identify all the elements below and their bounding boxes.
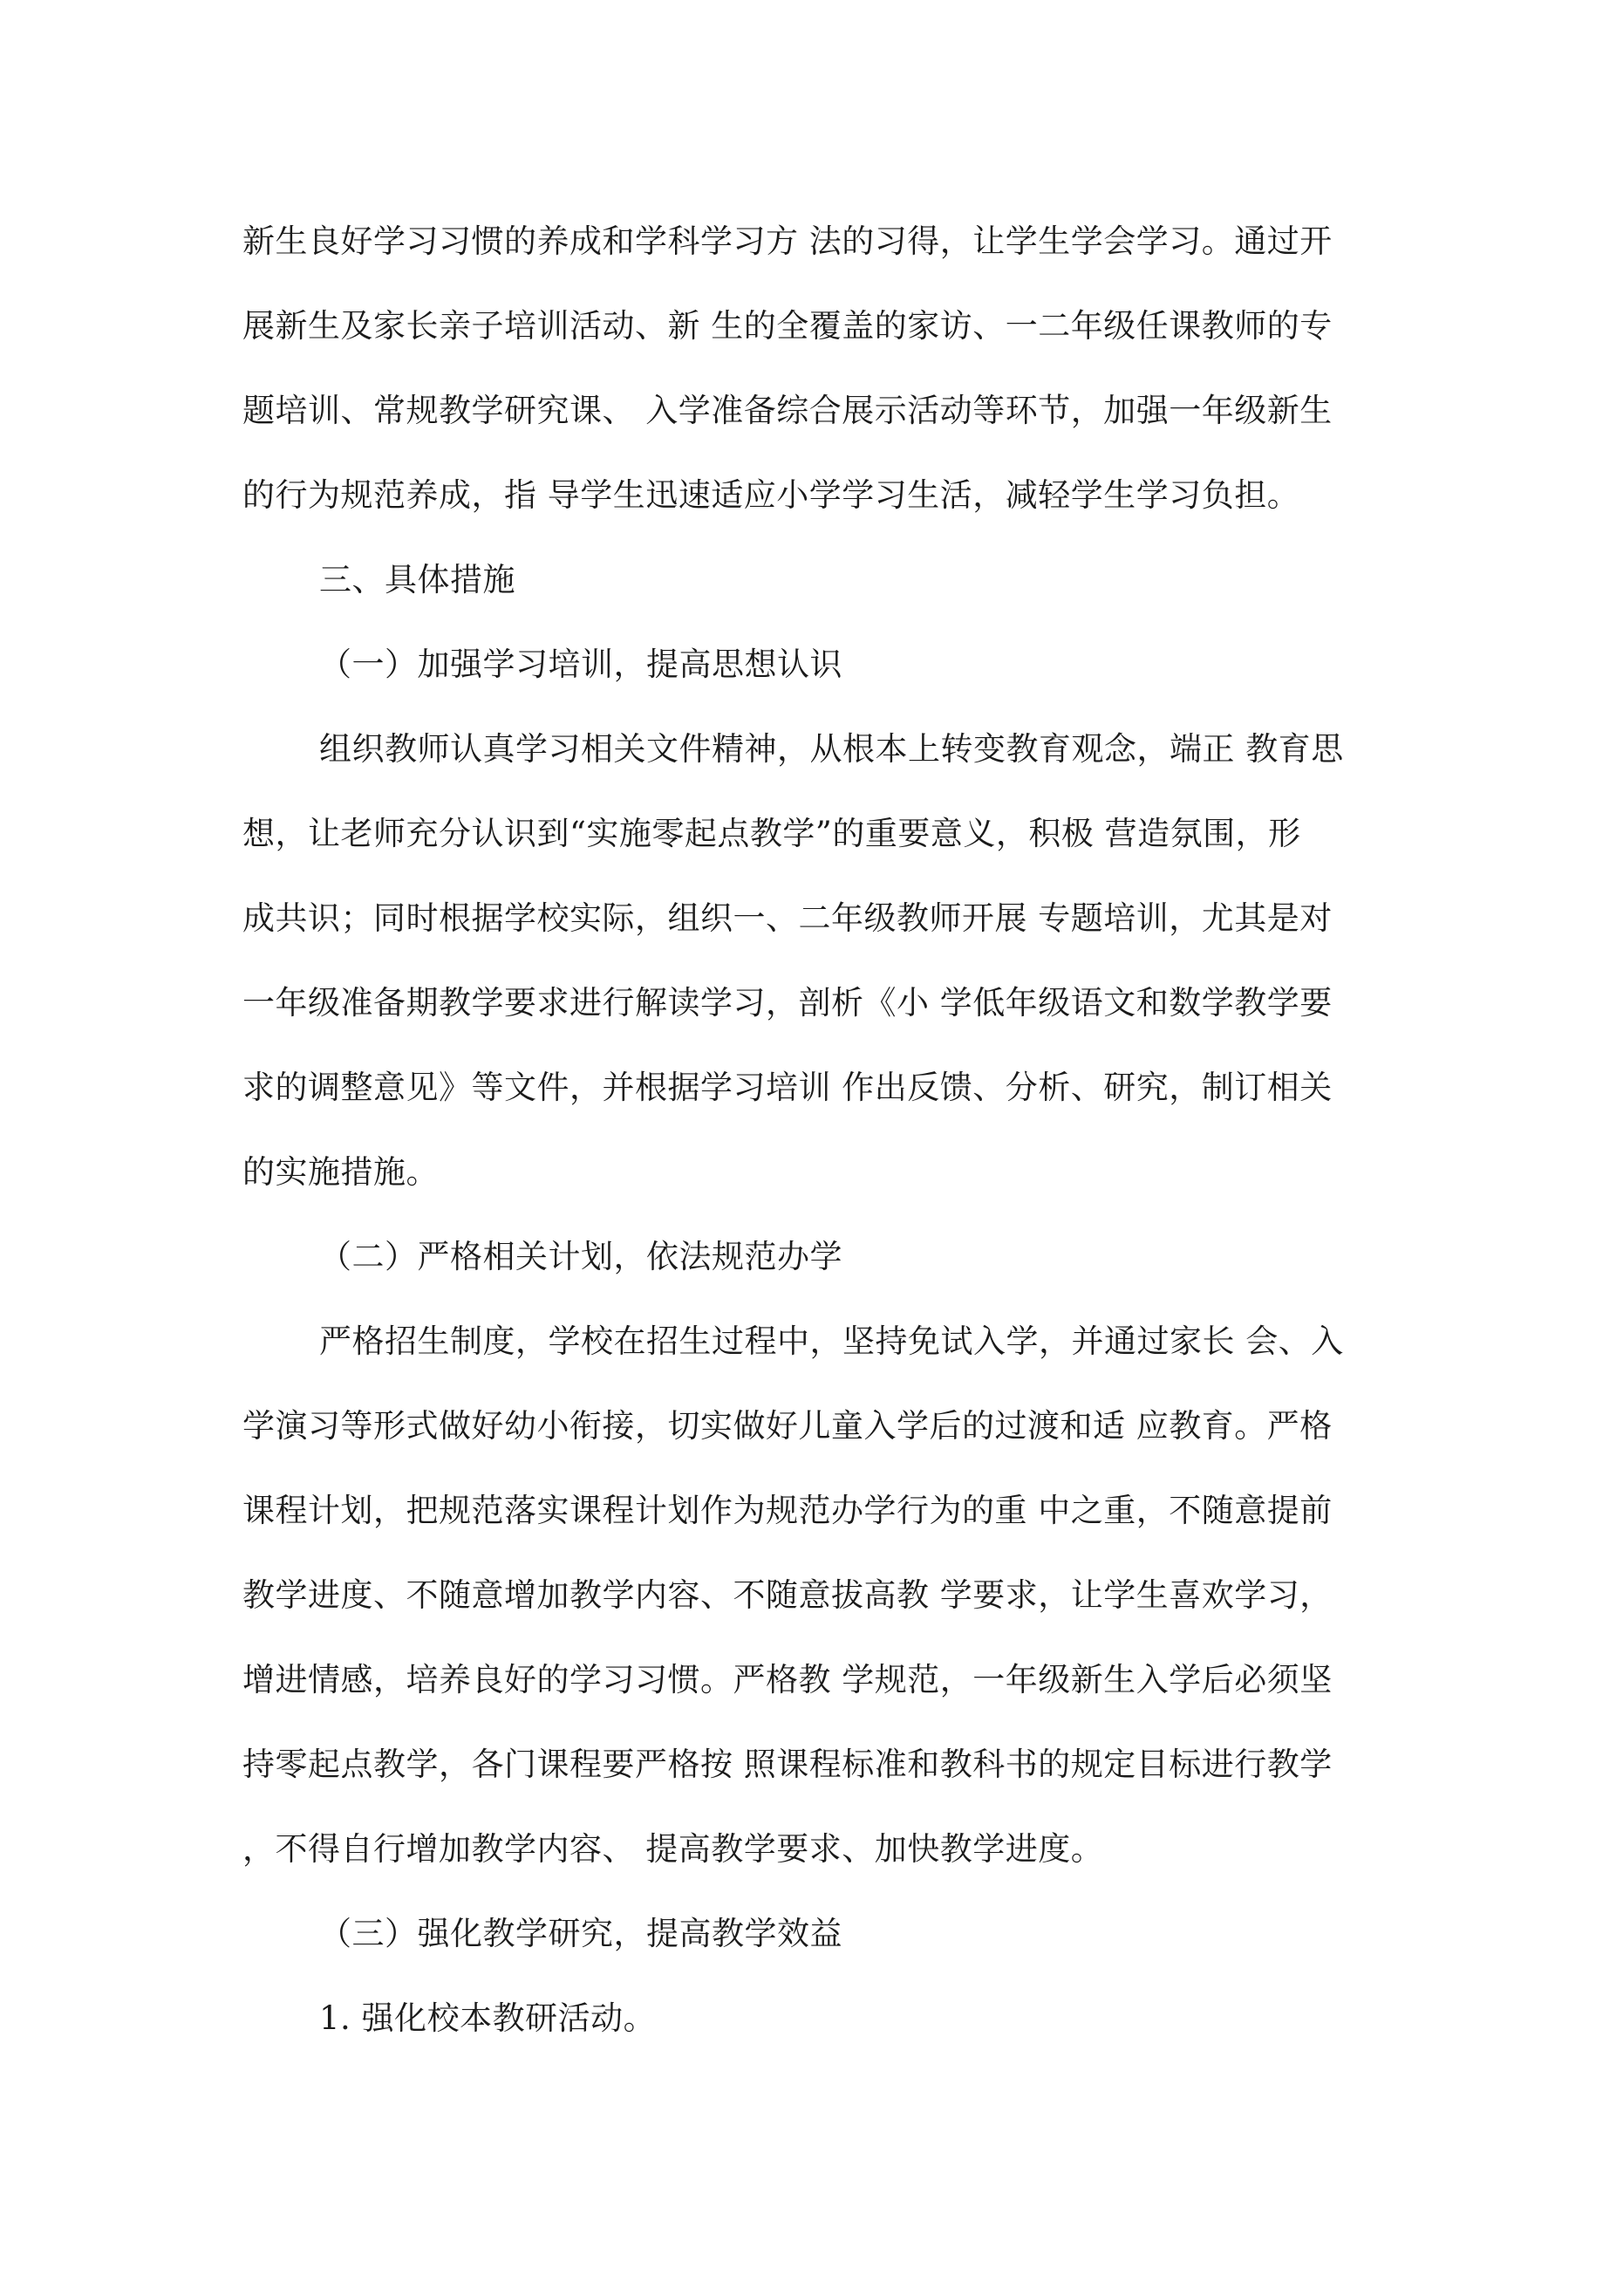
- text-line: 新生良好学习习惯的养成和学科学习方 法的习得，让学生学会学习。通过开: [242, 222, 1333, 260]
- text-line: 想，让老师充分认识到“实施零起点教学”的重要意义，积极 营造氛围，形: [242, 815, 1301, 852]
- text-line: 严格招生制度，学校在招生过程中，坚持免试入学，并通过家长 会、入: [319, 1322, 1344, 1360]
- text-line: 增进情感，培养良好的学习习惯。严格教 学规范，一年级新生入学后必须坚: [242, 1661, 1333, 1698]
- text-line: （二）严格相关计划，依法规范办学: [319, 1238, 842, 1275]
- text-line: 持零起点教学，各门课程要严格按 照课程标准和教科书的规定目标进行教学: [242, 1746, 1333, 1783]
- text-line: （一）加强学习培训，提高思想认识: [319, 646, 842, 683]
- text-line: （三）强化教学研究，提高教学效益: [319, 1915, 842, 1952]
- document-body: [242, 199, 1402, 2060]
- text-line: ，不得自行增加教学内容、 提高教学要求、加快教学进度。: [242, 1830, 1104, 1868]
- text-line: 成共识；同时根据学校实际，组织一、二年级教师开展 专题培训，尤其是对: [242, 899, 1333, 937]
- text-line: 的实施措施。: [242, 1153, 439, 1191]
- text-line: 一年级准备期教学要求进行解读学习，剖析《小 学低年级语文和数学教学要: [242, 984, 1333, 1022]
- text-line: 求的调整意见》等文件，并根据学习培训 作出反馈、分析、研究，制订相关: [242, 1069, 1333, 1106]
- text-line: 组织教师认真学习相关文件精神，从根本上转变教育观念，端正 教育思: [319, 730, 1344, 768]
- text-line: 三、具体措施: [319, 561, 515, 598]
- text-line: 的行为规范养成，指 导学生迅速适应小学学习生活，减轻学生学习负担。: [242, 476, 1300, 514]
- text-line: 1. 强化校本教研活动。: [319, 1999, 657, 2037]
- text-line: 教学进度、不随意增加教学内容、不随意拔高教 学要求，让学生喜欢学习，: [242, 1576, 1333, 1614]
- text-line: 题培训、常规教学研究课、 入学准备综合展示活动等环节，加强一年级新生: [242, 392, 1333, 429]
- text-line: 课程计划，把规范落实课程计划作为规范办学行为的重 中之重，不随意提前: [242, 1492, 1333, 1529]
- text-line: 学演习等形式做好幼小衔接，切实做好儿童入学后的过渡和适 应教育。严格: [242, 1407, 1333, 1445]
- text-line: 展新生及家长亲子培训活动、新 生的全覆盖的家访、一二年级任课教师的专: [242, 307, 1333, 345]
